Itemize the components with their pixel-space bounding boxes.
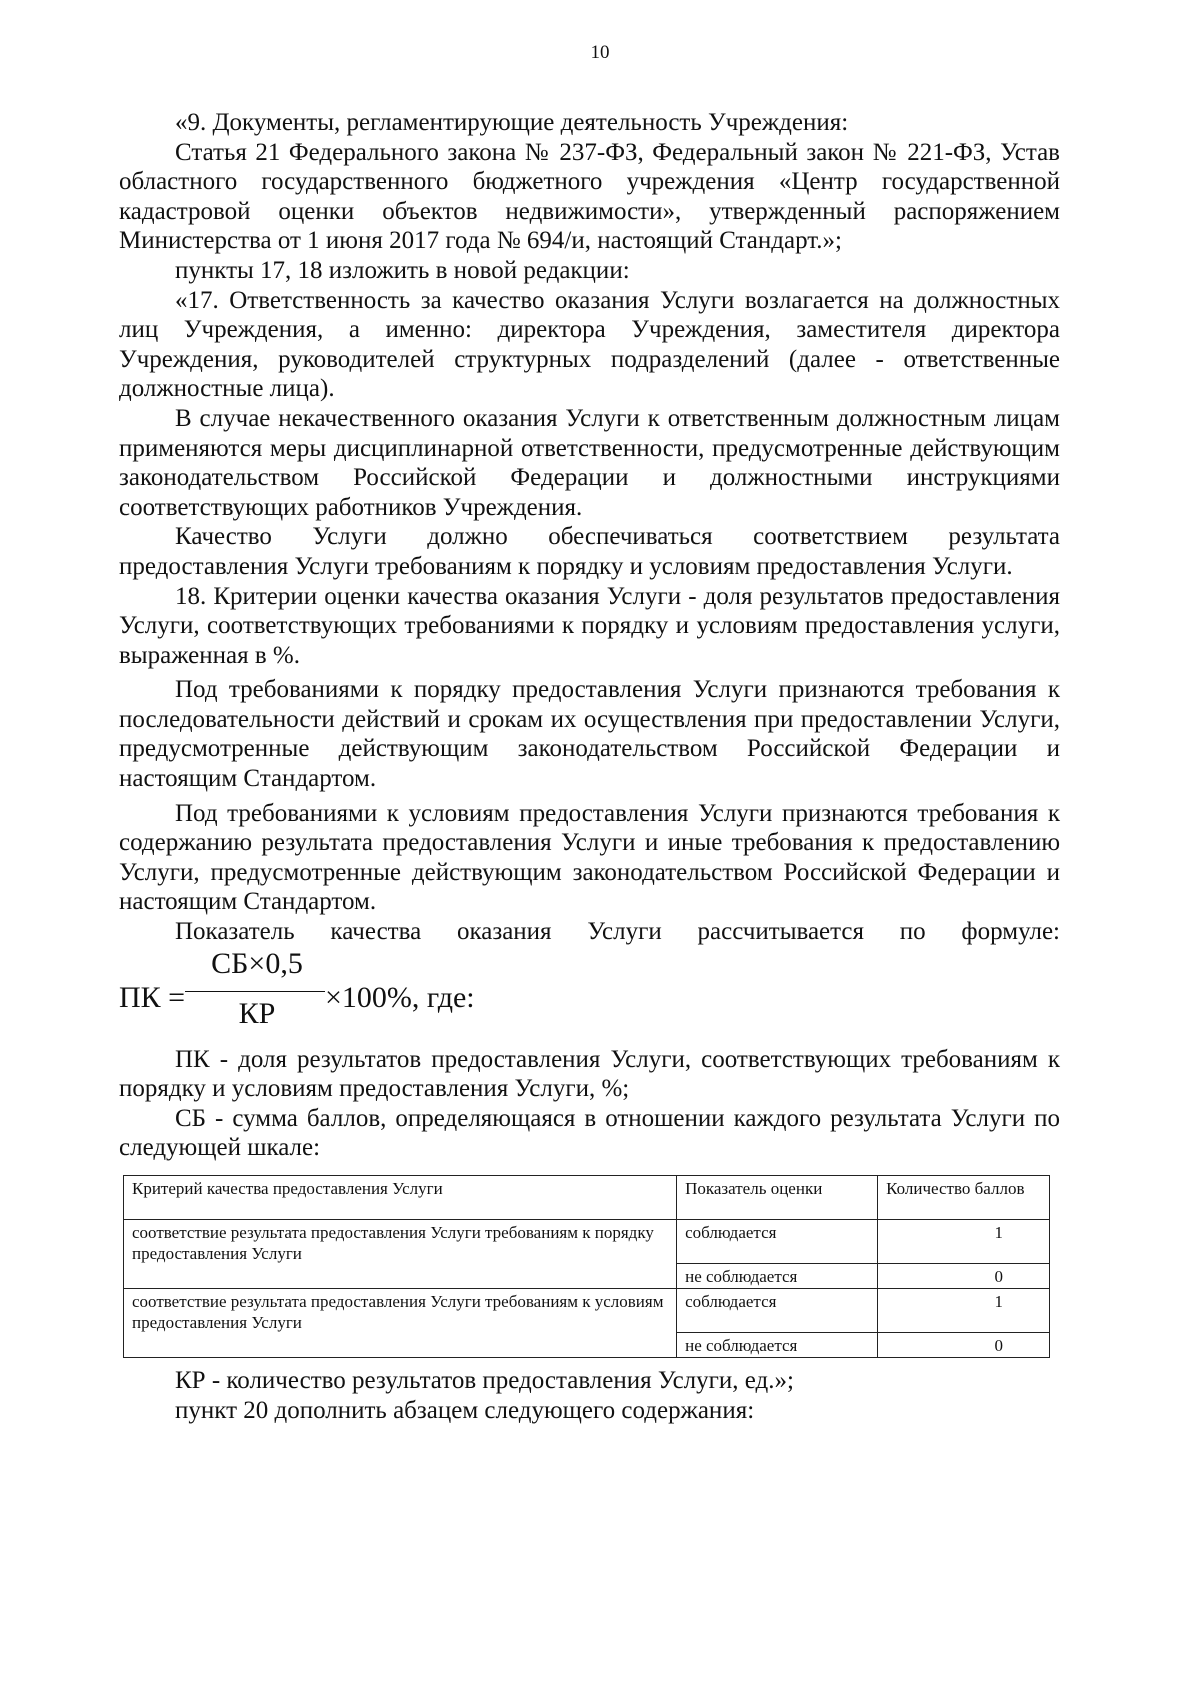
page-number: 10: [590, 42, 610, 63]
table-row: [124, 1289, 1050, 1333]
table-row: [124, 1220, 1050, 1264]
paragraph-conditions-requirements: Под требованиями к условиям предоставления Услуги признаются требования к содержанию результата предоставления Услуги и иные требования к предоставлению Услуги, предусмотренные действующим законодательством Российской Федерации и настоящим Стандартом.: [119, 799, 1060, 916]
paragraph-kr-definition: КР - количество результатов предоставления Услуги, ед.»;: [175, 1367, 794, 1394]
formula-rhs: ×100%, где:: [325, 980, 475, 1014]
formula: [119, 946, 1060, 1041]
scoring-table: [123, 1175, 1050, 1358]
paragraph-item-17: «17. Ответственность за качество оказания Услуги возлагается на должностных лиц Учреждения, а именно: директора Учреждения, заместителя директора Учреждения, руководителей структурных подразделений (далее - ответственные должностные лица).: [119, 286, 1060, 403]
table-header-points: Количество баллов: [878, 1176, 1050, 1220]
paragraph-item-18: 18. Критерии оценки качества оказания Услуги - доля результатов предоставления Услуги, соответствующих требованиями к порядку и условиям предоставления услуги, выраженная в %.: [119, 582, 1060, 669]
paragraph-formula-intro: Показатель качества оказания Услуги рассчитывается по формуле:: [175, 918, 1060, 946]
table-cell-criterion: соответствие результата предоставления Услуги требованиям к порядку предоставления Услуги: [124, 1220, 677, 1289]
table-cell-points: 0: [878, 1264, 1050, 1289]
table-cell-indicator: соблюдается: [677, 1220, 878, 1264]
paragraph-pk-definition: ПК - доля результатов предоставления Услуги, соответствующих требованиям к порядку и условиям предоставления Услуги, %;: [119, 1045, 1060, 1103]
paragraph-disciplinary: В случае некачественного оказания Услуги к ответственным должностным лицам применяются меры дисциплинарной ответственности, предусмотренные действующим законодательством Российской Федерации и должностными инструкциями соответствующих работников Учреждения.: [119, 404, 1060, 521]
formula-fraction-bar: [185, 991, 325, 992]
paragraph-quality: Качество Услуги должно обеспечиваться соответствием результата предоставления Услуги требованиям к порядку и условиям предоставления Услуги.: [119, 523, 1060, 580]
paragraph-sb-definition: СБ - сумма баллов, определяющаяся в отношении каждого результата Услуги по следующей шкале:: [119, 1104, 1060, 1162]
table-cell-indicator: не соблюдается: [677, 1333, 878, 1358]
paragraph-order-requirements: Под требованиями к порядку предоставления Услуги признаются требования к последовательности действий и срокам их осуществления при предоставлении Услуги, предусмотренные действующим законодательством Российской Федерации и настоящим Стандартом.: [119, 676, 1060, 793]
paragraph-item-9: «9. Документы, регламентирующие деятельность Учреждения:: [175, 109, 849, 136]
table-header-row: [124, 1176, 1050, 1220]
table-cell-points: 1: [878, 1220, 1050, 1264]
formula-lhs: ПК =: [119, 980, 186, 1014]
paragraph-item-20-intro: пункт 20 дополнить абзацем следующего содержания:: [175, 1396, 755, 1424]
scoring-table-wrap: [119, 1175, 1060, 1358]
table-cell-criterion: соответствие результата предоставления Услуги требованиям к условиям предоставления Услуги: [124, 1289, 677, 1358]
table-cell-indicator: не соблюдается: [677, 1264, 878, 1289]
table-header-indicator: Показатель оценки: [677, 1176, 878, 1220]
table-cell-points: 0: [878, 1333, 1050, 1358]
formula-denominator: КР: [238, 996, 276, 1030]
formula-numerator: СБ×0,5: [211, 946, 303, 980]
paragraph-item-9-content: Статья 21 Федерального закона № 237-ФЗ, Федеральный закон № 221-ФЗ, Устав областного государственного бюджетного учреждения «Центр государственной кадастровой оценки объектов недвижимости», утвержденный распоряжением Министерства от 1 июня 2017 года № 694/и, настоящий Стандарт.»;: [119, 138, 1060, 255]
document-body: [119, 108, 1060, 1425]
table-cell-points: 1: [878, 1289, 1050, 1333]
table-cell-indicator: соблюдается: [677, 1289, 878, 1333]
paragraph-amendment-intro: пункты 17, 18 изложить в новой редакции:: [175, 256, 630, 284]
table-header-criterion: Критерий качества предоставления Услуги: [124, 1176, 677, 1220]
